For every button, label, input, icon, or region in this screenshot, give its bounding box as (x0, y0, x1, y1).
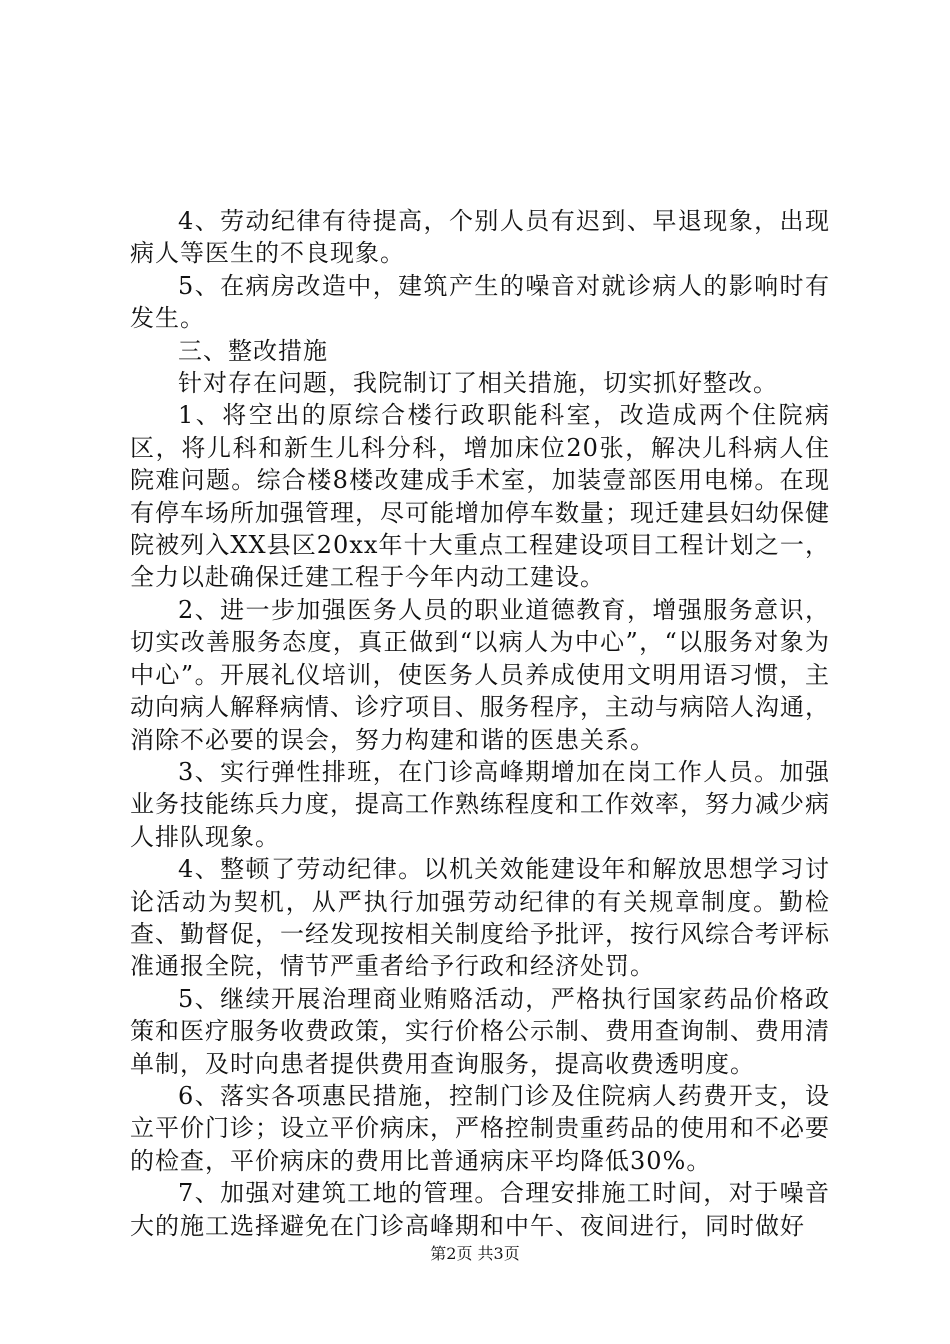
paragraph-measure-6: 6、落实各项惠民措施，控制门诊及住院病人药费开支，设立平价门诊；设立平价病床，严格控制贵重药品的使用和不必要的检查，平价病床的费用比普通病床平均降低30%。 (130, 1081, 830, 1175)
paragraph-measure-5: 5、继续开展治理商业贿赂活动，严格执行国家药品价格政策和医疗服务收费政策，实行价格公示制、费用查询制、费用清单制，及时向患者提供费用查询服务，提高收费透明度。 (130, 984, 830, 1078)
paragraph-measure-2: 2、进一步加强医务人员的职业道德教育，增强服务意识，切实改善服务态度，真正做到“以病人为中心”，“以服务对象为中心”。开展礼仪培训，使医务人员养成使用文明用语习惯，主动向病人解释病情、诊疗项目、服务程序，主动与病陪人沟通，消除不必要的误会，努力构建和谐的医患关系。 (130, 595, 830, 754)
page-number-footer: 第2页 共3页 (430, 1244, 520, 1263)
paragraph-measure-7: 7、加强对建筑工地的管理。合理安排施工时间，对于噪音大的施工选择避免在门诊高峰期和中午、夜间进行，同时做好 (130, 1179, 830, 1240)
paragraph-intro-measures: 针对存在问题，我院制订了相关措施，切实抓好整改。 (178, 369, 778, 398)
document-body (130, 205, 830, 1242)
paragraph-measure-4: 4、整顿了劳动纪律。以机关效能建设年和解放思想学习讨论活动为契机，从严执行加强劳动纪律的有关规章制度。勤检查、勤督促，一经发现按相关制度给予批评，按行风综合考评标准通报全院，情节严重者给予行政和经济处罚。 (130, 855, 830, 981)
paragraph-labor-discipline-issue: 4、劳动纪律有待提高，个别人员有迟到、早退现象，出现病人等医生的不良现象。 (130, 207, 830, 268)
paragraph-measure-3: 3、实行弹性排班，在门诊高峰期增加在岗工作人员。加强业务技能练兵力度，提高工作熟练程度和工作效率，努力减少病人排队现象。 (130, 757, 830, 851)
paragraph-measure-1: 1、将空出的原综合楼行政职能科室，改造成两个住院病区，将儿科和新生儿科分科，增加床位20张，解决儿科病人住院难问题。综合楼8楼改建成手术室，加装壹部医用电梯。在现有停车场所加强管理，尽可能增加停车数量；现迁建县妇幼保健院被列入XX县区20xx年十大重点工程建设项目工程计划之一，全力以赴确保迁建工程于今年内动工建设。 (130, 401, 830, 592)
paragraph-noise-issue: 5、在病房改造中，建筑产生的噪音对就诊病人的影响时有发生。 (130, 271, 830, 333)
section-heading-rectification: 三、整改措施 (178, 336, 328, 365)
